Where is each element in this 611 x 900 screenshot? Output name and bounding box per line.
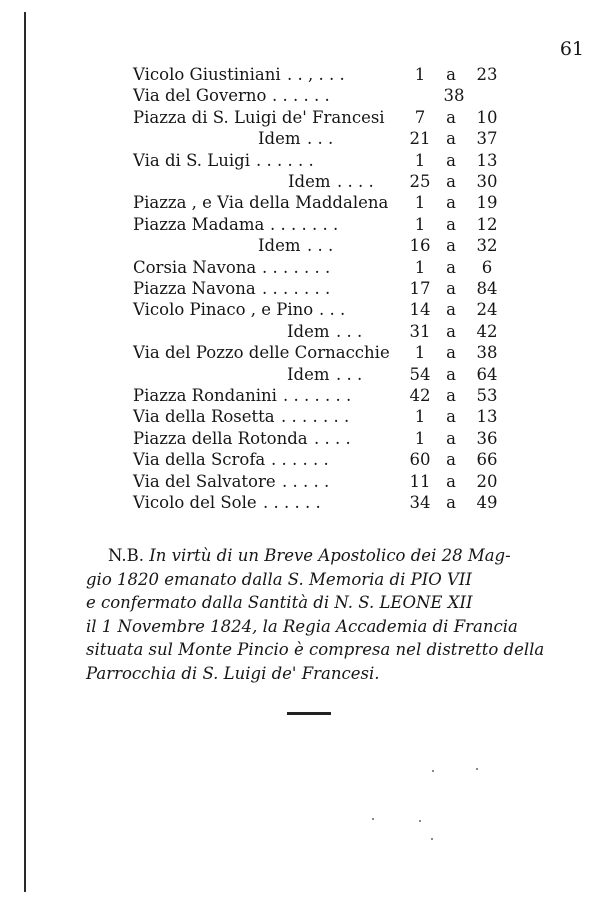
street-name: Via di S. Luigi: [133, 150, 250, 170]
house-number-end: 53: [476, 386, 498, 405]
house-number-start: 42: [409, 386, 431, 405]
index-row: [0, 64, 611, 86]
house-number-end: 24: [476, 300, 498, 320]
house-number-start: 34: [409, 493, 431, 512]
street-name: Piazza Navona: [133, 279, 256, 298]
dot-leader: . . . . . . .: [262, 279, 331, 298]
house-number-end: 38: [476, 343, 498, 363]
footnote-line: e confermato dalla Santità di N. S. LEONE XII: [86, 593, 473, 612]
range-separator: a: [446, 450, 456, 470]
house-number-end: 42: [476, 321, 498, 341]
house-number-start: 1: [414, 65, 426, 84]
street-name: Via del Pozzo delle Cornacchie: [133, 343, 390, 363]
index-row: [0, 471, 611, 493]
house-number-end: 30: [476, 172, 498, 191]
index-row: [0, 235, 611, 257]
index-row: [0, 406, 611, 428]
street-name: Idem: [258, 129, 301, 149]
range-separator: a: [446, 386, 456, 405]
range-separator: a: [446, 65, 456, 84]
range-separator: a: [446, 257, 456, 277]
house-number-end: 49: [476, 493, 498, 512]
house-number-start: 31: [409, 321, 431, 341]
footnote-text: In virtù di un Breve Apostolico dei 28 Mag-: [149, 546, 511, 565]
house-number-start: 1: [414, 257, 426, 277]
index-row: [0, 299, 611, 321]
street-name: Idem: [287, 321, 330, 341]
range-separator: a: [446, 471, 456, 491]
dot-leader: . . . . . .: [256, 150, 314, 170]
street-name: Idem: [258, 236, 301, 256]
house-number-end: 36: [476, 428, 498, 448]
index-row: [0, 428, 611, 450]
footnote-line: il 1 Novembre 1824, la Regia Accademia di Francia: [86, 616, 518, 636]
house-number-start: 17: [409, 279, 431, 298]
house-number-end: 64: [476, 364, 498, 384]
index-row: [0, 449, 611, 471]
range-separator: a: [446, 214, 456, 234]
range-separator: a: [446, 321, 456, 341]
footnote-label: N.B.: [108, 546, 144, 565]
footnote-line: gio 1820 emanato dalla S. Memoria di PIO VII: [86, 569, 472, 589]
house-number-end: 20: [476, 471, 498, 491]
house-number-start: 54: [409, 364, 431, 384]
street-name: Via della Rosetta: [133, 407, 275, 427]
dot-leader: . . .: [336, 321, 363, 341]
index-row: [0, 192, 611, 214]
street-name: Corsia Navona: [133, 257, 257, 277]
dot-leader: . . . . . .: [272, 86, 330, 106]
house-number-end: 32: [476, 236, 498, 256]
range-separator: a: [446, 407, 456, 427]
range-separator: a: [446, 129, 456, 149]
house-number-start: 7: [414, 107, 426, 127]
index-row: [0, 128, 611, 150]
dot-leader: . . . . .: [282, 471, 330, 491]
street-name: Piazza , e Via della Maddalena: [133, 193, 389, 213]
index-row: [0, 85, 611, 107]
house-number-end: 6: [481, 257, 493, 277]
index-row: [0, 150, 611, 172]
house-number-start: 1: [414, 407, 426, 427]
street-name: Piazza della Rotonda: [133, 428, 308, 448]
house-number-start: 1: [414, 214, 426, 234]
house-number-start: 1: [414, 428, 426, 448]
dot-leader: . . . . . .: [271, 450, 329, 470]
house-number-end: 66: [476, 450, 498, 470]
range-separator: a: [446, 428, 456, 448]
index-row: [0, 257, 611, 279]
street-name: Piazza di S. Luigi de' Francesi: [133, 107, 385, 127]
dot-leader: . . .: [307, 129, 334, 149]
dot-leader: . . . . . . .: [283, 386, 352, 405]
street-name: Vicolo del Sole: [133, 493, 257, 512]
index-row: [0, 364, 611, 386]
house-number-start: 21: [409, 129, 431, 149]
house-number-end: 19: [476, 193, 498, 213]
house-number-end: 10: [476, 107, 498, 127]
range-separator: a: [446, 300, 456, 320]
index-row: [0, 342, 611, 364]
house-number-end: 13: [476, 407, 498, 427]
range-separator: a: [446, 279, 456, 298]
range-separator: a: [446, 493, 456, 512]
street-name: Piazza Madama: [133, 214, 265, 234]
house-number-start: 1: [414, 150, 426, 170]
house-number: 38: [443, 86, 465, 106]
print-speck: [431, 838, 433, 840]
house-number-end: 37: [476, 129, 498, 149]
street-name: Via del Governo: [133, 86, 267, 106]
street-name: Piazza Rondanini: [133, 386, 277, 405]
dot-leader: . . . . . . .: [281, 407, 350, 427]
house-number-end: 23: [476, 65, 498, 84]
dot-leader: . . . .: [337, 172, 374, 191]
index-row: [0, 278, 611, 300]
street-name: Via della Scrofa: [133, 450, 266, 470]
section-rule: [287, 712, 331, 715]
house-number-start: 25: [409, 172, 431, 191]
index-row: [0, 492, 611, 514]
index-row: [0, 107, 611, 129]
street-name: Vicolo Giustiniani: [133, 65, 281, 84]
print-speck: [419, 820, 421, 822]
footnote-line: [108, 544, 511, 568]
range-separator: a: [446, 364, 456, 384]
house-number-start: 60: [409, 450, 431, 470]
index-row: [0, 171, 611, 193]
dot-leader: . . . . . . .: [270, 214, 339, 234]
street-name: Idem: [287, 364, 330, 384]
house-number-end: 12: [476, 214, 498, 234]
range-separator: a: [446, 107, 456, 127]
street-name: Vicolo Pinaco , e Pino: [133, 300, 314, 320]
range-separator: a: [446, 236, 456, 256]
street-name: Idem: [288, 172, 331, 191]
range-separator: a: [446, 193, 456, 213]
house-number-start: 1: [414, 193, 426, 213]
dot-leader: . . . . . . .: [262, 257, 331, 277]
dot-leader: . . . . . .: [263, 493, 321, 512]
page-number: 61: [559, 38, 584, 60]
range-separator: a: [446, 150, 456, 170]
house-number-start: 11: [409, 471, 431, 491]
dot-leader: . . . .: [314, 428, 351, 448]
index-row: [0, 214, 611, 236]
print-speck: [432, 770, 434, 772]
dot-leader: . . .: [319, 300, 346, 320]
print-speck: [372, 818, 374, 820]
dot-leader: . . .: [307, 236, 334, 256]
house-number-start: 1: [414, 343, 426, 363]
footnote-line: Parrocchia di S. Luigi de' Francesi.: [86, 663, 380, 683]
footnote-line: situata sul Monte Pincio è compresa nel distretto della: [86, 640, 545, 659]
dot-leader: . . , . . .: [287, 65, 345, 84]
dot-leader: . . .: [336, 364, 363, 384]
street-name: Via del Salvatore: [133, 471, 276, 491]
print-speck: [476, 768, 478, 770]
range-separator: a: [446, 172, 456, 191]
house-number-start: 16: [409, 236, 431, 256]
range-separator: a: [446, 343, 456, 363]
index-row: [0, 321, 611, 343]
index-row: [0, 385, 611, 407]
house-number-start: 14: [409, 300, 431, 320]
house-number-end: 13: [476, 150, 498, 170]
house-number-end: 84: [476, 279, 498, 298]
